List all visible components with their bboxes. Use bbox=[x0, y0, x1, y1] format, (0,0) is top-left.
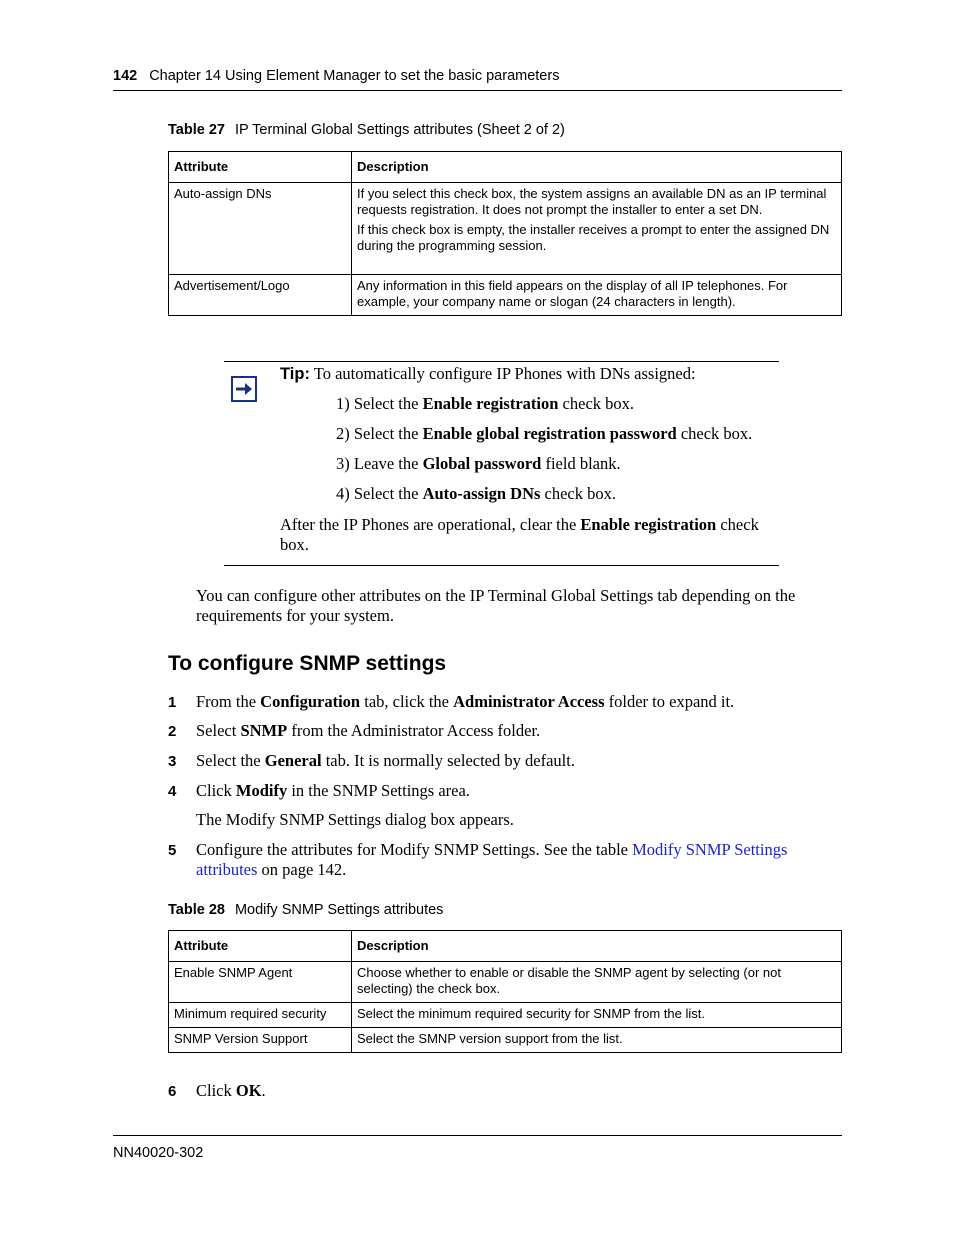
table-row bbox=[169, 183, 842, 275]
page-header bbox=[113, 68, 842, 84]
tip-label: Tip: bbox=[280, 365, 310, 383]
section-heading: To configure SNMP settings bbox=[168, 652, 447, 675]
step-note: The Modify SNMP Settings dialog box appears. bbox=[196, 810, 514, 829]
description-text: If you select this check box, the system assigns an available DN as an IP terminal requests registration. It does not prompt the installer to enter a set DN. bbox=[357, 186, 827, 217]
table-row bbox=[169, 1028, 842, 1053]
tip-content bbox=[280, 364, 780, 555]
step-number: 2 bbox=[168, 723, 177, 740]
step-number: 3 bbox=[168, 753, 177, 770]
table28-caption-label: Table 28 bbox=[168, 902, 225, 918]
step-number: 1 bbox=[168, 694, 177, 711]
attribute-cell: SNMP Version Support bbox=[169, 1028, 352, 1053]
attribute-cell: Auto-assign DNs bbox=[169, 183, 352, 275]
description-text: Any information in this field appears on the display of all IP telephones. For example, your company name or slogan (24 characters in length). bbox=[357, 278, 788, 309]
table-row bbox=[169, 962, 842, 1003]
attribute-cell: Advertisement/Logo bbox=[169, 275, 352, 316]
chapter-title: Chapter 14 Using Element Manager to set the basic parameters bbox=[149, 68, 560, 84]
table27-caption bbox=[168, 122, 565, 138]
tip-after: After the IP Phones are operational, clear the Enable registration check box. bbox=[280, 515, 759, 554]
description-cell bbox=[352, 275, 842, 316]
header-divider bbox=[113, 90, 842, 91]
column-header-attribute: Attribute bbox=[169, 152, 352, 183]
attribute-cell: Minimum required security bbox=[169, 1003, 352, 1028]
tip-step: 3) Leave the Global password field blank. bbox=[336, 454, 621, 473]
footer-divider bbox=[113, 1135, 842, 1136]
table27-caption-label: Table 27 bbox=[168, 122, 225, 138]
tip-step: 2) Select the Enable global registration password check box. bbox=[336, 424, 753, 443]
tip-intro bbox=[280, 364, 780, 384]
table28-caption bbox=[168, 902, 443, 918]
table-row bbox=[169, 1003, 842, 1028]
body-paragraph: You can configure other attributes on the IP Terminal Global Settings tab depending on the requirements for your system. bbox=[196, 586, 796, 625]
tip-bottom-rule bbox=[224, 565, 779, 566]
description-cell: Choose whether to enable or disable the SNMP agent by selecting (or not selecting) the check box. bbox=[352, 962, 842, 1003]
column-header-attribute: Attribute bbox=[169, 931, 352, 962]
table-header-row bbox=[169, 931, 842, 962]
page-number: 142 bbox=[113, 68, 138, 84]
column-header-description: Description bbox=[352, 152, 842, 183]
step-number: 4 bbox=[168, 783, 177, 800]
step-number: 6 bbox=[168, 1083, 177, 1100]
table27-caption-text: IP Terminal Global Settings attributes (Sheet 2 of 2) bbox=[234, 122, 565, 138]
attribute-cell: Enable SNMP Agent bbox=[169, 962, 352, 1003]
step-text: Select SNMP from the Administrator Access folder. bbox=[196, 721, 541, 740]
step-text: From the Configuration tab, click the Administrator Access folder to expand it. bbox=[196, 692, 735, 711]
tip-top-rule bbox=[224, 361, 779, 362]
step-text: Select the General tab. It is normally selected by default. bbox=[196, 751, 575, 770]
tip-intro-text: To automatically configure IP Phones with DNs assigned: bbox=[313, 364, 696, 383]
description-cell: Select the SMNP version support from the list. bbox=[352, 1028, 842, 1053]
table27 bbox=[168, 151, 842, 316]
table28-caption-text: Modify SNMP Settings attributes bbox=[234, 902, 444, 918]
table28-link[interactable]: Modify SNMP Settings attributes bbox=[196, 840, 788, 879]
document-number: NN40020-302 bbox=[113, 1145, 204, 1161]
tip-step: 4) Select the Auto-assign DNs check box. bbox=[336, 484, 617, 503]
step-number: 5 bbox=[168, 842, 177, 859]
description-cell: Select the minimum required security for SNMP from the list. bbox=[352, 1003, 842, 1028]
tip-step: 1) Select the Enable registration check box. bbox=[336, 394, 635, 413]
table28 bbox=[168, 930, 842, 1053]
step-text: Click Modify in the SNMP Settings area. bbox=[196, 781, 470, 800]
description-cell bbox=[352, 183, 842, 275]
column-header-description: Description bbox=[352, 931, 842, 962]
table-row bbox=[169, 275, 842, 316]
table-header-row bbox=[169, 152, 842, 183]
description-text: If this check box is empty, the installer receives a prompt to enter the assigned DN during the programming session. bbox=[357, 222, 830, 253]
step-text: Click OK. bbox=[196, 1081, 266, 1100]
step-text: Configure the attributes for Modify SNMP Settings. See the table Modify SNMP Settings attributes on page 142. bbox=[196, 840, 788, 879]
arrow-right-icon bbox=[231, 376, 257, 402]
